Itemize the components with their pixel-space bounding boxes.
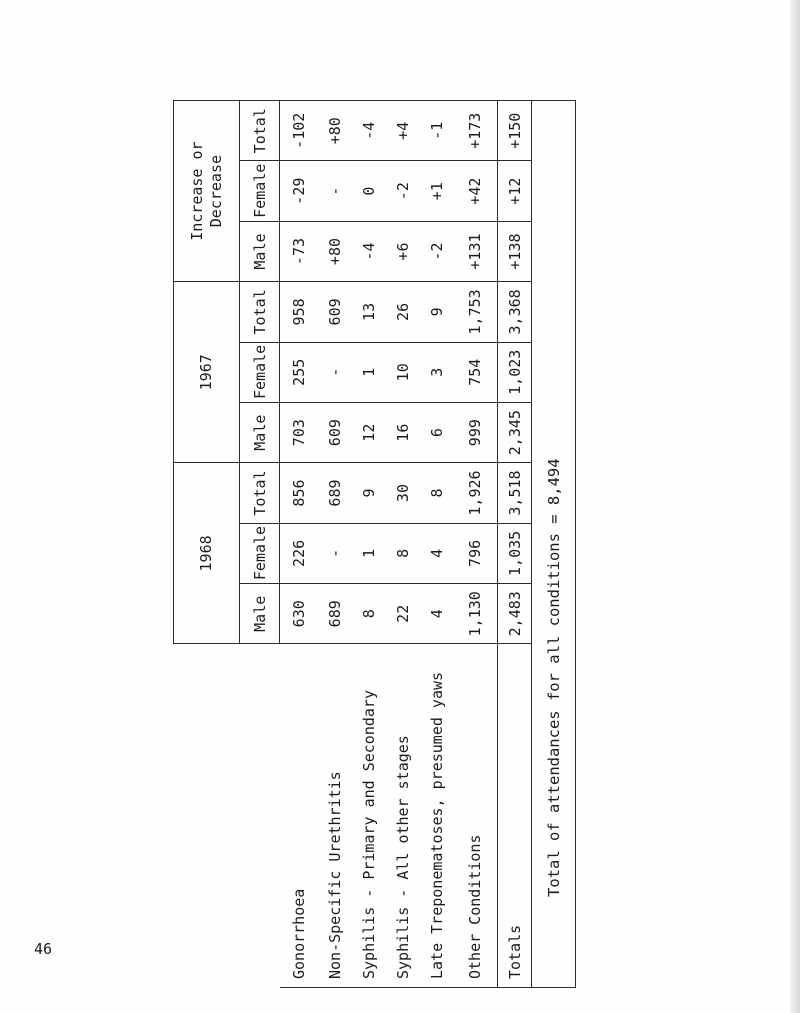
cell: 689 (318, 463, 352, 523)
col-male: Male (240, 221, 280, 281)
cell: 26 (386, 282, 420, 342)
totals-row (498, 101, 532, 988)
cell: 8 (420, 463, 454, 523)
cell: 9 (420, 282, 454, 342)
row-label: Gonorrhoea (280, 644, 318, 988)
cell: +42 (454, 161, 498, 221)
cell: 226 (280, 523, 318, 583)
col-male: Male (240, 402, 280, 462)
group-header-1968: 1968 (174, 463, 240, 644)
cell: 30 (386, 463, 420, 523)
cell: 12 (352, 402, 386, 462)
cell: -73 (280, 221, 318, 281)
cell: - (318, 523, 352, 583)
table-row (318, 101, 352, 988)
table-row (280, 101, 318, 988)
cell: +4 (386, 101, 420, 161)
cell: -4 (352, 221, 386, 281)
cell: 689 (318, 584, 352, 644)
cell: +138 (498, 221, 532, 281)
cell: 2,483 (498, 584, 532, 644)
cell: 6 (420, 402, 454, 462)
cell: 2,345 (498, 402, 532, 462)
group-header-change: Increase or Decrease (174, 101, 240, 282)
cell: - (318, 161, 352, 221)
row-label: Late Treponematoses, presumed yaws (420, 644, 454, 988)
cell: 16 (386, 402, 420, 462)
cell: 1 (352, 342, 386, 402)
cell: 1,753 (454, 282, 498, 342)
cell: -2 (420, 221, 454, 281)
cell: +80 (318, 101, 352, 161)
col-male: Male (240, 584, 280, 644)
cases-table (173, 100, 576, 988)
cell: 8 (352, 584, 386, 644)
cell: 999 (454, 402, 498, 462)
cell: 3,518 (498, 463, 532, 523)
cell: 3,368 (498, 282, 532, 342)
col-female: Female (240, 523, 280, 583)
cell: +6 (386, 221, 420, 281)
cell: 1,035 (498, 523, 532, 583)
cell: 609 (318, 282, 352, 342)
cell: 13 (352, 282, 386, 342)
col-total: Total (240, 101, 280, 161)
cell: 754 (454, 342, 498, 402)
cell: 630 (280, 584, 318, 644)
cell: 1,130 (454, 584, 498, 644)
cell: 8 (386, 523, 420, 583)
attendance-total: Total of attendances for all conditions = 8,494 (532, 101, 576, 988)
row-label: Non-Specific Urethritis (318, 644, 352, 988)
cell: - (318, 342, 352, 402)
table-row (386, 101, 420, 988)
cell: 4 (420, 584, 454, 644)
cell: 4 (420, 523, 454, 583)
cell: 0 (352, 161, 386, 221)
totals-label: Totals (498, 644, 532, 988)
cell: 10 (386, 342, 420, 402)
table-row (454, 101, 498, 988)
cell: 255 (280, 342, 318, 402)
footer-row (532, 101, 576, 988)
row-label: Syphilis - All other stages (386, 644, 420, 988)
rotated-table-container (173, 100, 575, 988)
cell: 9 (352, 463, 386, 523)
table-row (420, 101, 454, 988)
cell: -29 (280, 161, 318, 221)
cell: 609 (318, 402, 352, 462)
row-label: Other Conditions (454, 644, 498, 988)
cell: -2 (386, 161, 420, 221)
cell: 856 (280, 463, 318, 523)
cell: -1 (420, 101, 454, 161)
cell: +173 (454, 101, 498, 161)
page-number: 46 (34, 940, 53, 958)
cell: 3 (420, 342, 454, 402)
cell: 1,926 (454, 463, 498, 523)
cell: +1 (420, 161, 454, 221)
corner-cell (174, 644, 280, 988)
col-total: Total (240, 282, 280, 342)
cell: +150 (498, 101, 532, 161)
col-female: Female (240, 342, 280, 402)
page-edge-shadow (790, 0, 800, 1013)
cell: -4 (352, 101, 386, 161)
cell: 1,023 (498, 342, 532, 402)
cell: 958 (280, 282, 318, 342)
table-row (352, 101, 386, 988)
col-female: Female (240, 161, 280, 221)
cell: +131 (454, 221, 498, 281)
cell: -102 (280, 101, 318, 161)
cell: 22 (386, 584, 420, 644)
col-total: Total (240, 463, 280, 523)
cell: 1 (352, 523, 386, 583)
cell: 703 (280, 402, 318, 462)
cell: +12 (498, 161, 532, 221)
cell: +80 (318, 221, 352, 281)
row-label: Syphilis - Primary and Secondary (352, 644, 386, 988)
cell: 796 (454, 523, 498, 583)
group-header-1967: 1967 (174, 282, 240, 463)
